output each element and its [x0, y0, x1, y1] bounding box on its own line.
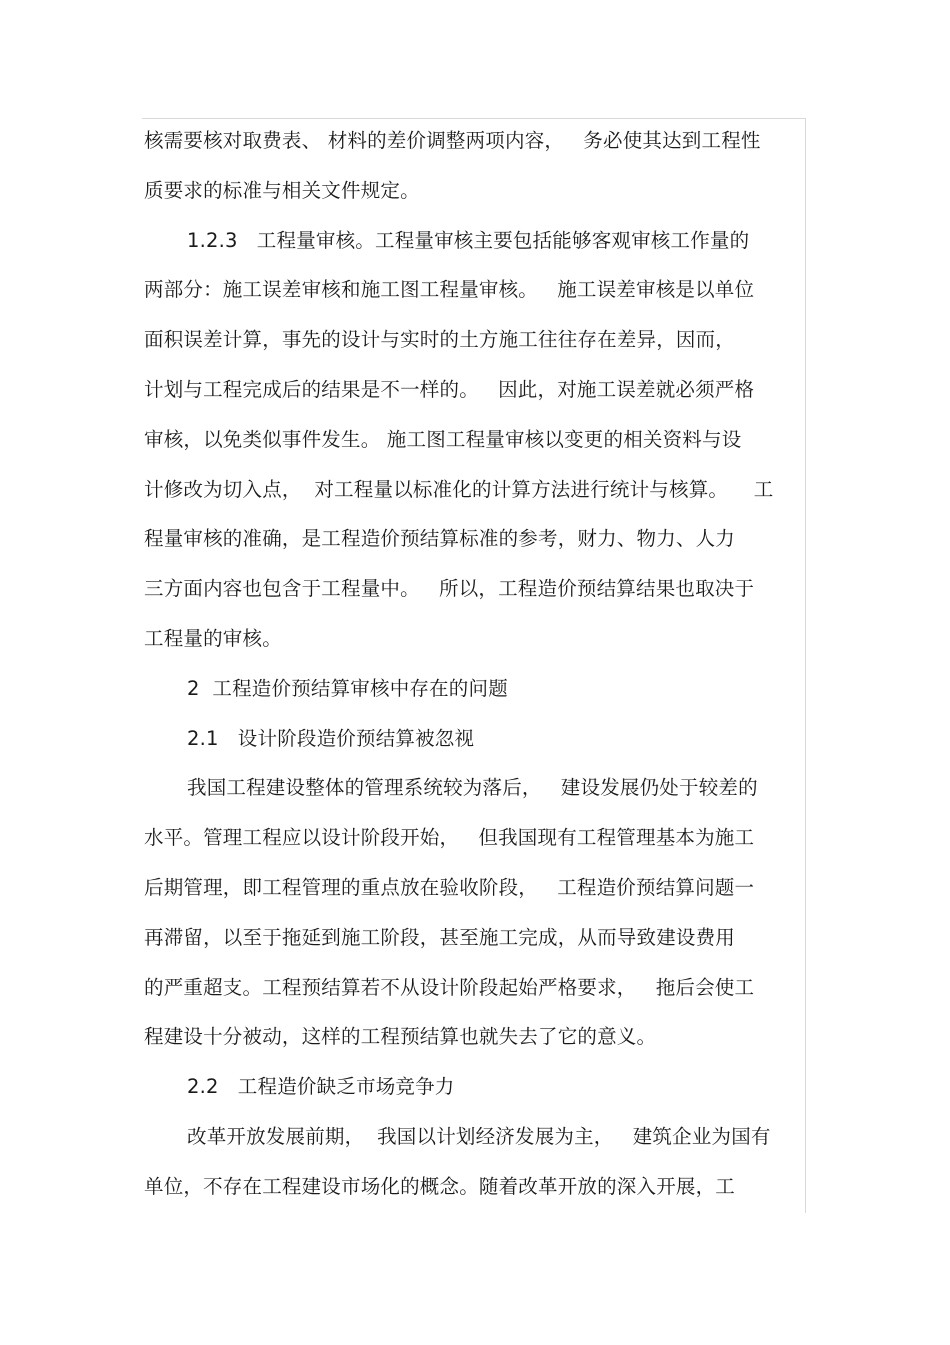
- text-line: 三方面内容也包含于工程量中。 所以，工程造价预结算结果也取决于: [144, 577, 755, 601]
- text-line: 后期管理，即工程管理的重点放在验收阶段， 工程造价预结算问题一: [144, 875, 755, 899]
- text-line: 的严重超支。工程预结算若不从设计阶段起始严格要求， 拖后会使工: [144, 975, 755, 999]
- text-line: 程建设十分被动，这样的工程预结算也就失去了它的意义。: [144, 1025, 657, 1049]
- text-line: 工程量的审核。: [144, 626, 282, 650]
- text-line: 面积误差计算，事先的设计与实时的土方施工往往存在差异，因而，: [144, 328, 736, 352]
- section-heading-2: 2 工程造价预结算审核中存在的问题: [187, 676, 508, 700]
- text-line: 质要求的标准与相关文件规定。: [144, 178, 420, 202]
- paragraph-start: 改革开放发展前期， 我国以计划经济发展为主， 建筑企业为国有: [187, 1124, 771, 1148]
- document-body: [144, 116, 804, 1212]
- paragraph-start: 我国工程建设整体的管理系统较为落后， 建设发展仍处于较差的: [187, 776, 758, 800]
- text-line: 程量审核的准确，是工程造价预结算标准的参考，财力、物力、人力: [144, 527, 736, 551]
- text-line: 单位，不存在工程建设市场化的概念。随着改革开放的深入开展，工: [144, 1174, 736, 1198]
- section-heading-2-2: 2.2 工程造价缺乏市场竞争力: [187, 1075, 455, 1099]
- text-line: 计划与工程完成后的结果是不一样的。 因此，对施工误差就必须严格: [144, 377, 755, 401]
- text-line: 计修改为切入点， 对工程量以标准化的计算方法进行统计与核算。 工: [144, 477, 774, 501]
- text-line: 核需要核对取费表、 材料的差价调整两项内容， 务必使其达到工程性: [144, 129, 761, 152]
- section-heading-1-2-3: 1.2.3 工程量审核。工程量审核主要包括能够客观审核工作量的: [187, 228, 750, 252]
- text-line: 再滞留，以至于拖延到施工阶段，甚至施工完成，从而导致建设费用: [144, 925, 736, 949]
- text-line: 两部分：施工误差审核和施工图工程量审核。 施工误差审核是以单位: [144, 278, 755, 302]
- text-line: 审核，以免类似事件发生。 施工图工程量审核以变更的相关资料与设: [144, 427, 742, 451]
- section-heading-2-1: 2.1 设计阶段造价预结算被忽视: [187, 726, 475, 750]
- text-line: 水平。管理工程应以设计阶段开始， 但我国现有工程管理基本为施工: [144, 826, 755, 850]
